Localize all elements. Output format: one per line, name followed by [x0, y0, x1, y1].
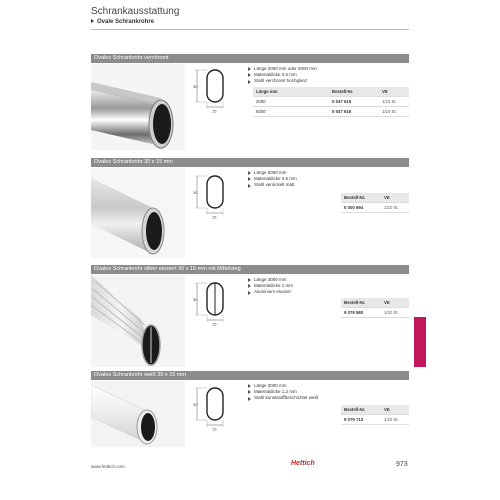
table-header-row — [253, 87, 409, 97]
page-title: Schrankausstattung — [91, 6, 180, 17]
spec-item: Länge 3000 mm — [248, 383, 318, 389]
table-cell: 2000 — [253, 97, 329, 107]
cross-section-drawing — [193, 382, 235, 432]
spec-item: Materialdicke 1 mm — [248, 283, 293, 289]
spec-item: Stahl vernickelt matt — [248, 182, 297, 188]
dim-width-label: 15 — [212, 426, 217, 432]
col-header: VE — [381, 405, 409, 415]
order-table — [253, 87, 409, 117]
product-photo-aluminium-rail — [91, 275, 185, 367]
footer-url[interactable]: www.hettich.com — [91, 464, 125, 469]
order-number: 0 047 615 — [329, 97, 379, 107]
page-subtitle — [91, 19, 154, 25]
order-number: 5 000 694 — [341, 203, 381, 213]
spec-item: Länge 2000 mm oder 5000 mm — [248, 66, 317, 72]
spec-item: Stahl kunststoffbeschichtet weiß — [248, 395, 318, 401]
table-cell: 1/10 St. — [379, 97, 409, 107]
table-cell: 1/10 St. — [381, 203, 409, 213]
cross-section-drawing — [193, 170, 235, 220]
spec-list — [248, 277, 293, 296]
header-divider — [91, 29, 409, 30]
order-table — [341, 193, 409, 213]
col-header: Länge mm — [253, 87, 329, 97]
subtitle-text: Ovale Schrankrohre — [97, 19, 155, 25]
col-header: VE — [381, 298, 409, 308]
dim-width-label: 15 — [212, 321, 217, 327]
table-header-row — [341, 193, 409, 203]
col-header: Bestell-Nr. — [329, 87, 379, 97]
table-row — [341, 203, 409, 213]
product-photo-chrome-rail — [91, 64, 185, 150]
dim-height-label: 30 — [193, 297, 198, 302]
col-header: Bestell-Nr. — [341, 405, 381, 415]
spec-list — [248, 170, 297, 189]
table-cell: 5000 — [253, 107, 329, 117]
section-title-bar: Ovales Schrankrohr 30 x 15 mm — [91, 158, 409, 167]
order-table — [341, 298, 409, 318]
product-photo-white-rail — [91, 381, 185, 447]
section-title-bar: Ovales Schrankrohr silber eloxiert 30 x 15 mm mit Mittelsteg — [91, 265, 409, 274]
table-header-row — [341, 405, 409, 415]
table-row — [253, 97, 409, 107]
spec-item: Materialdicke 0,6 mm — [248, 72, 317, 78]
table-cell: 1/10 St. — [381, 308, 409, 318]
table-row — [341, 415, 409, 425]
section-title-bar: Ovales Schrankrohr verchromt — [91, 54, 409, 63]
brand-logo: Hettich — [291, 460, 315, 467]
product-photo-nickel-rail — [91, 168, 185, 258]
dim-height-label: 30 — [193, 84, 198, 89]
col-header: VE — [379, 87, 409, 97]
cross-section-drawing — [193, 64, 235, 114]
spec-item: Länge 3000 mm — [248, 277, 293, 283]
spec-item: Stahl verchromt hochglanz — [248, 78, 317, 84]
page-number: 973 — [396, 461, 408, 468]
table-header-row — [341, 298, 409, 308]
col-header: VE — [381, 193, 409, 203]
dim-height-label: 30 — [193, 190, 198, 195]
spec-item: Materialdicke 0,6 mm — [248, 176, 297, 182]
chapter-tab-marker — [414, 317, 426, 367]
dim-width-label: 15 — [212, 108, 217, 114]
spec-item: Aluminium eloxiert — [248, 289, 293, 295]
col-header: Bestell-Nr. — [341, 298, 381, 308]
table-cell: 1/10 St. — [381, 415, 409, 425]
order-number: 9 079 713 — [341, 415, 381, 425]
cross-section-drawing-with-web — [193, 277, 235, 327]
spec-list — [248, 383, 318, 402]
dim-width-label: 15 — [212, 214, 217, 220]
spec-list — [248, 66, 317, 85]
triangle-bullet-icon — [91, 19, 94, 23]
table-cell: 1/10 St. — [379, 107, 409, 117]
spec-item: Materialdicke 1,2 mm — [248, 389, 318, 395]
order-number: 9 079 580 — [341, 308, 381, 318]
spec-item: Länge 5000 mm — [248, 170, 297, 176]
col-header: Bestell-Nr. — [341, 193, 381, 203]
dim-height-label: 30 — [193, 402, 198, 407]
table-row — [341, 308, 409, 318]
order-table — [341, 405, 409, 425]
section-title-bar: Ovales Schrankrohr weiß 30 x 15 mm — [91, 371, 409, 380]
table-row — [253, 107, 409, 117]
order-number: 0 047 616 — [329, 107, 379, 117]
